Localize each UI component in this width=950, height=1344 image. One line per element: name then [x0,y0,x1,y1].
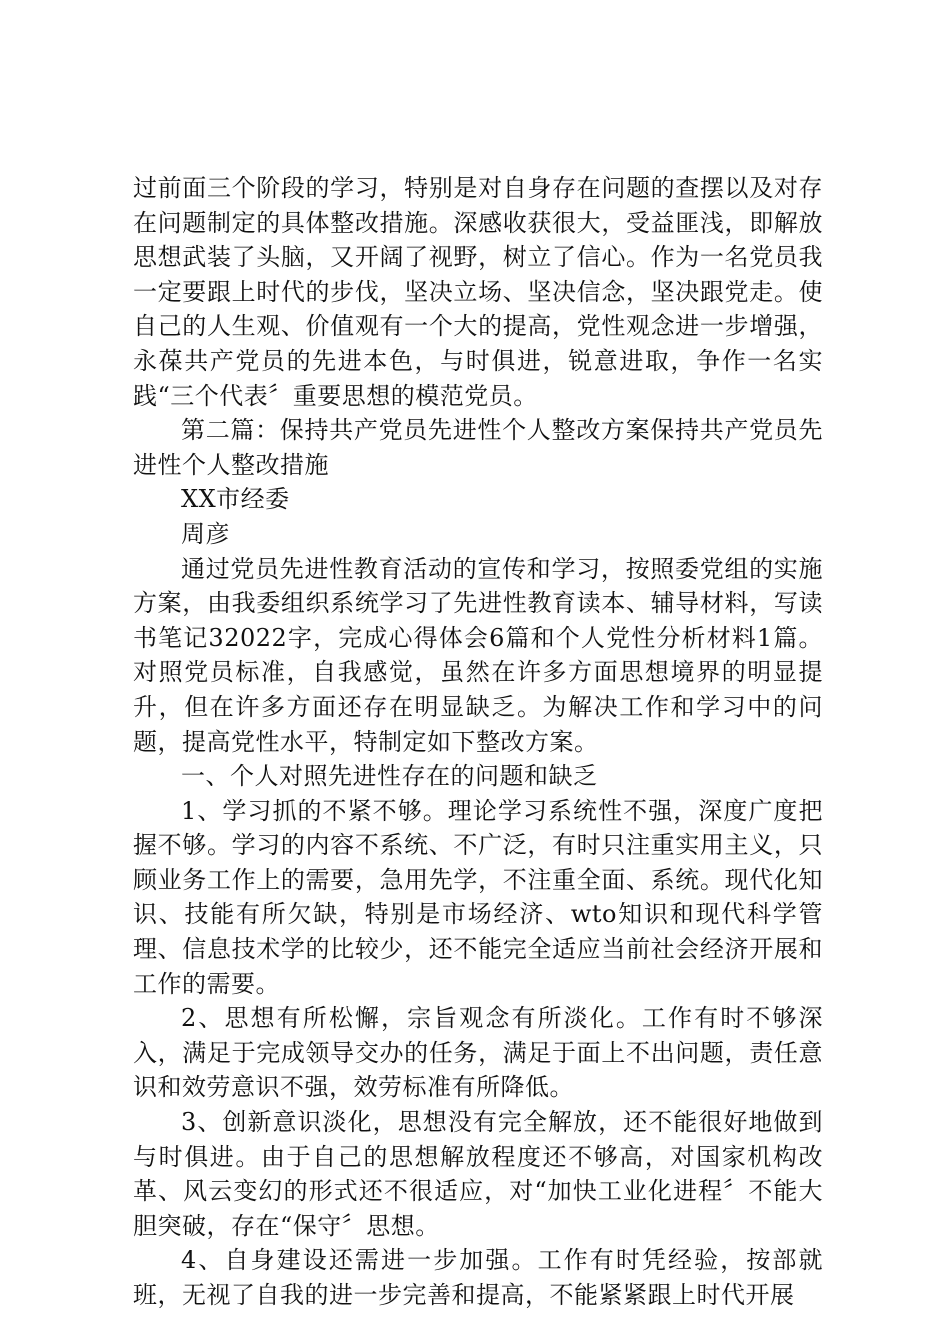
paragraph-item-3: 3、创新意识淡化，思想没有完全解放，还不能很好地做到与时俱进。由于自己的思想解放程度还不够高，对国家机构改革、风云变幻的形式还不很适应，对“加快工业化进程〞不能大胆突破，存在“保守〞思想。 [133,1108,823,1240]
paragraph-item-1: 1、学习抓的不紧不够。理论学习系统性不强，深度广度把握不够。学习的内容不系统、不广泛，有时只注重实用主义，只顾业务工作上的需要，急用先学，不注重全面、系统。现代化知识、技能有所欠缺，特别是市场经济、wto知识和现代科学管理、信息技术学的比较少，还不能完全适应当前社会经济开展和工作的需要。 [133,796,823,998]
subheading-problems: 一、个人对照先进性存在的问题和缺乏 [181,762,598,791]
paragraph-item-4: 4、自身建设还需进一步加强。工作有时凭经验，按部就班，无视了自我的进一步完善和提高，不能紧紧跟上时代开展 [133,1246,823,1309]
author-name: 周彦 [181,519,230,548]
section-heading-part-two: 第二篇：保持共产党员先进性个人整改方案保持共产党员先进性个人整改措施 [133,416,823,479]
paragraph-introduction: 通过党员先进性教育活动的宣传和学习，按照委党组的实施方案，由我委组织系统学习了先进性教育读本、辅导材料，写读书笔记32022字，完成心得体会6篇和个人党性分析材料1篇。对照党员标准，自我感觉，虽然在许多方面思想境界的明显提升，但在许多方面还存在明显缺乏。为解决工作和学习中的问题，提高党性水平，特制定如下整改方案。 [133,554,823,756]
author-organization: XX市经委 [181,485,290,514]
paragraph-item-2: 2、思想有所松懈，宗旨观念有所淡化。工作有时不够深入，满足于完成领导交办的任务，满足于面上不出问题，责任意识和效劳意识不强，效劳标准有所降低。 [133,1004,823,1102]
document-body [133,171,823,1313]
paragraph-continuation: 过前面三个阶段的学习，特别是对自身存在问题的查摆以及对存在问题制定的具体整改措施。深感收获很大，受益匪浅，即解放思想武装了头脑，又开阔了视野，树立了信心。作为一名党员我一定要跟上时代的步伐，坚决立场、坚决信念，坚决跟党走。使自己的人生观、价值观有一个大的提高，党性观念进一步增强，永葆共产党员的先进本色，与时俱进，锐意进取，争作一名实践“三个代表〞重要思想的模范党员。 [133,174,823,410]
